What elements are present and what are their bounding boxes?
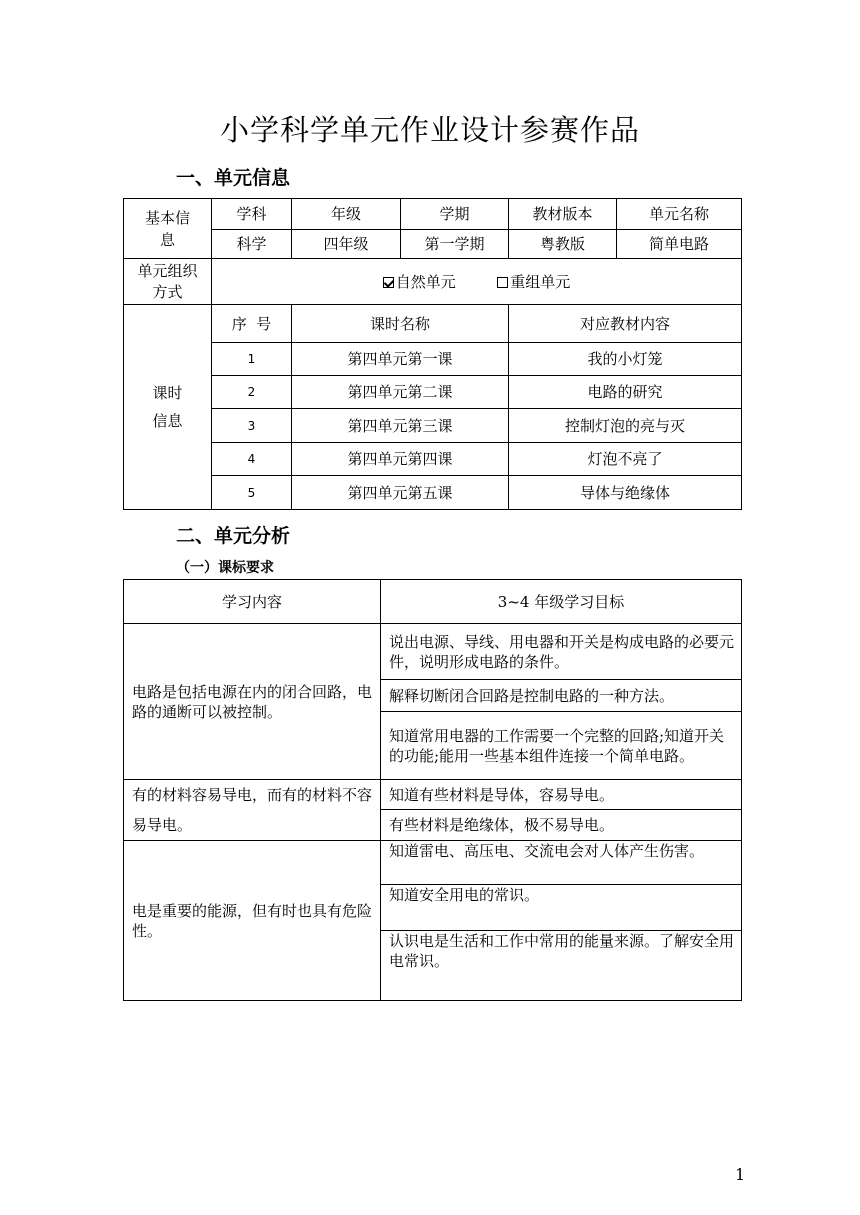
regroup-unit-label: 重组单元 (510, 272, 571, 291)
goal-cell: 有些材料是绝缘体，极不易导电。 (381, 810, 742, 841)
header-textbook-edition: 教材版本 (509, 199, 617, 230)
header-subject: 学科 (212, 199, 292, 230)
goal-cell: 知道有些材料是导体，容易导电。 (381, 780, 742, 810)
table-row (124, 443, 742, 476)
goal-cell: 知道常用电器的工作需要一个完整的回路;知道开关的功能;能用一些基本组件连接一个简单电路。 (381, 712, 742, 780)
lesson-content: 我的小灯笼 (509, 343, 742, 376)
value-semester: 第一学期 (401, 230, 509, 259)
lesson-info-label-text: 课时信息 (152, 384, 183, 430)
unit-info-table (123, 198, 742, 510)
lesson-content: 导体与绝缘体 (509, 476, 742, 510)
lesson-name: 第四单元第二课 (292, 376, 509, 409)
value-subject: 科学 (212, 230, 292, 259)
lesson-header-name: 课时名称 (292, 305, 509, 343)
table-row (124, 476, 742, 510)
org-label: 单元组织方式 (124, 259, 212, 305)
lesson-header-number: 序 号 (212, 305, 292, 343)
table-row (124, 376, 742, 409)
lesson-number: 1 (212, 343, 292, 376)
section-heading-unit-info: 一、单元信息 (176, 167, 291, 189)
goal-cell: 说出电源、导线、用电器和开关是构成电路的必要元件，说明形成电路的条件。 (381, 624, 742, 680)
lesson-content: 电路的研究 (509, 376, 742, 409)
unchecked-checkbox-icon (497, 277, 508, 288)
subheading-curriculum-requirements: （一）课标要求 (176, 560, 274, 576)
goal-cell: 知道雷电、高压电、交流电会对人体产生伤害。 (381, 841, 742, 885)
lesson-name: 第四单元第四课 (292, 443, 509, 476)
document-title: 小学科学单元作业设计参赛作品 (219, 113, 640, 147)
content-cell: 电路是包括电源在内的闭合回路，电路的通断可以被控制。 (124, 624, 381, 780)
curriculum-table (123, 579, 742, 1001)
goal-cell: 认识电是生活和工作中常用的能量来源。了解安全用电常识。 (381, 931, 742, 1001)
lesson-header-content: 对应教材内容 (509, 305, 742, 343)
header-grade: 年级 (292, 199, 401, 230)
regroup-unit-option (497, 273, 570, 291)
lesson-info-label (124, 305, 212, 510)
lesson-content: 灯泡不亮了 (509, 443, 742, 476)
content-cell: 有的材料容易导电，而有的材料不容易导电。 (124, 780, 381, 841)
lesson-name: 第四单元第五课 (292, 476, 509, 510)
section-heading-unit-analysis: 二、单元分析 (176, 525, 291, 547)
natural-unit-option (383, 273, 461, 291)
lesson-number: 3 (212, 409, 292, 443)
content-cell: 电是重要的能源，但有时也具有危险性。 (124, 841, 381, 1001)
value-textbook-edition: 粤教版 (509, 230, 617, 259)
org-options (212, 259, 742, 305)
checked-checkbox-icon (383, 277, 394, 288)
page-number: 1 (735, 1165, 746, 1184)
lesson-number: 2 (212, 376, 292, 409)
value-grade: 四年级 (292, 230, 401, 259)
table-row (124, 409, 742, 443)
header-learning-content: 学习内容 (124, 580, 381, 624)
header-unit-name: 单元名称 (617, 199, 742, 230)
lesson-name: 第四单元第一课 (292, 343, 509, 376)
value-unit-name: 简单电路 (617, 230, 742, 259)
table-row (124, 343, 742, 376)
lesson-name: 第四单元第三课 (292, 409, 509, 443)
goal-cell: 解释切断闭合回路是控制电路的一种方法。 (381, 680, 742, 712)
header-learning-goals: 3~4 年级学习目标 (381, 580, 742, 624)
lesson-number: 4 (212, 443, 292, 476)
lesson-content: 控制灯泡的亮与灭 (509, 409, 742, 443)
header-semester: 学期 (401, 199, 509, 230)
lesson-number: 5 (212, 476, 292, 510)
basic-info-label: 基本信息 (124, 199, 212, 259)
goal-cell: 知道安全用电的常识。 (381, 885, 742, 931)
natural-unit-label: 自然单元 (395, 272, 456, 291)
